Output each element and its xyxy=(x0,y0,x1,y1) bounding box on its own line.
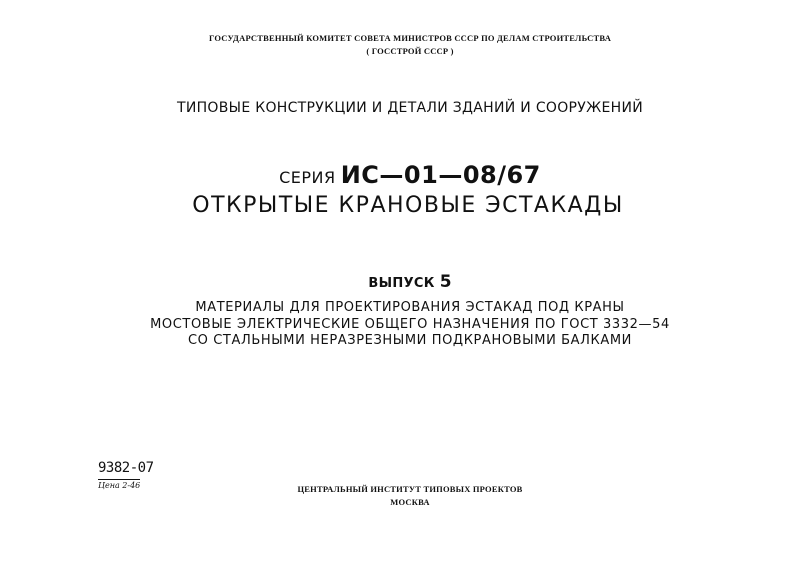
issue-label: ВЫПУСК xyxy=(368,276,435,291)
description-line-1: МАТЕРИАЛЫ ДЛЯ ПРОЕКТИРОВАНИЯ ЭСТАКАД ПОД КРАНЫ xyxy=(195,300,625,315)
main-heading: ТИПОВЫЕ КОНСТРУКЦИИ И ДЕТАЛИ ЗДАНИЙ И СООРУЖЕНИЙ xyxy=(176,100,644,116)
description-line-3: СО СТАЛЬНЫМИ НЕРАЗРЕЗНЫМИ ПОДКРАНОВЫМИ БАЛКАМИ xyxy=(188,333,632,348)
issue-line xyxy=(10,272,800,292)
publisher-name: ЦЕНТРАЛЬНЫЙ ИНСТИТУТ ТИПОВЫХ ПРОЕКТОВ xyxy=(297,484,523,494)
publisher-city: МОСКВА xyxy=(390,497,430,507)
document-title: ОТКРЫТЫЕ КРАНОВЫЕ ЭСТАКАДЫ xyxy=(192,193,624,218)
committee-short-name: ( ГОССТРОЙ СССР ) xyxy=(366,46,454,56)
document-number: 9382-07 xyxy=(98,460,154,476)
series-line xyxy=(10,161,800,189)
committee-name: ГОСУДАРСТВЕННЫЙ КОМИТЕТ СОВЕТА МИНИСТРОВ СССР ПО ДЕЛАМ СТРОИТЕЛЬСТВА xyxy=(208,33,612,43)
issue-number: 5 xyxy=(439,272,452,292)
series-prefix: СЕРИЯ xyxy=(279,168,336,187)
description-line-2: МОСТОВЫЕ ЭЛЕКТРИЧЕСКИЕ ОБЩЕГО НАЗНАЧЕНИЯ ПО ГОСТ 3332—54 xyxy=(150,317,670,332)
series-code: ИС—01—08/67 xyxy=(340,161,541,189)
price-stamp: Цена 2-46 xyxy=(98,481,141,490)
